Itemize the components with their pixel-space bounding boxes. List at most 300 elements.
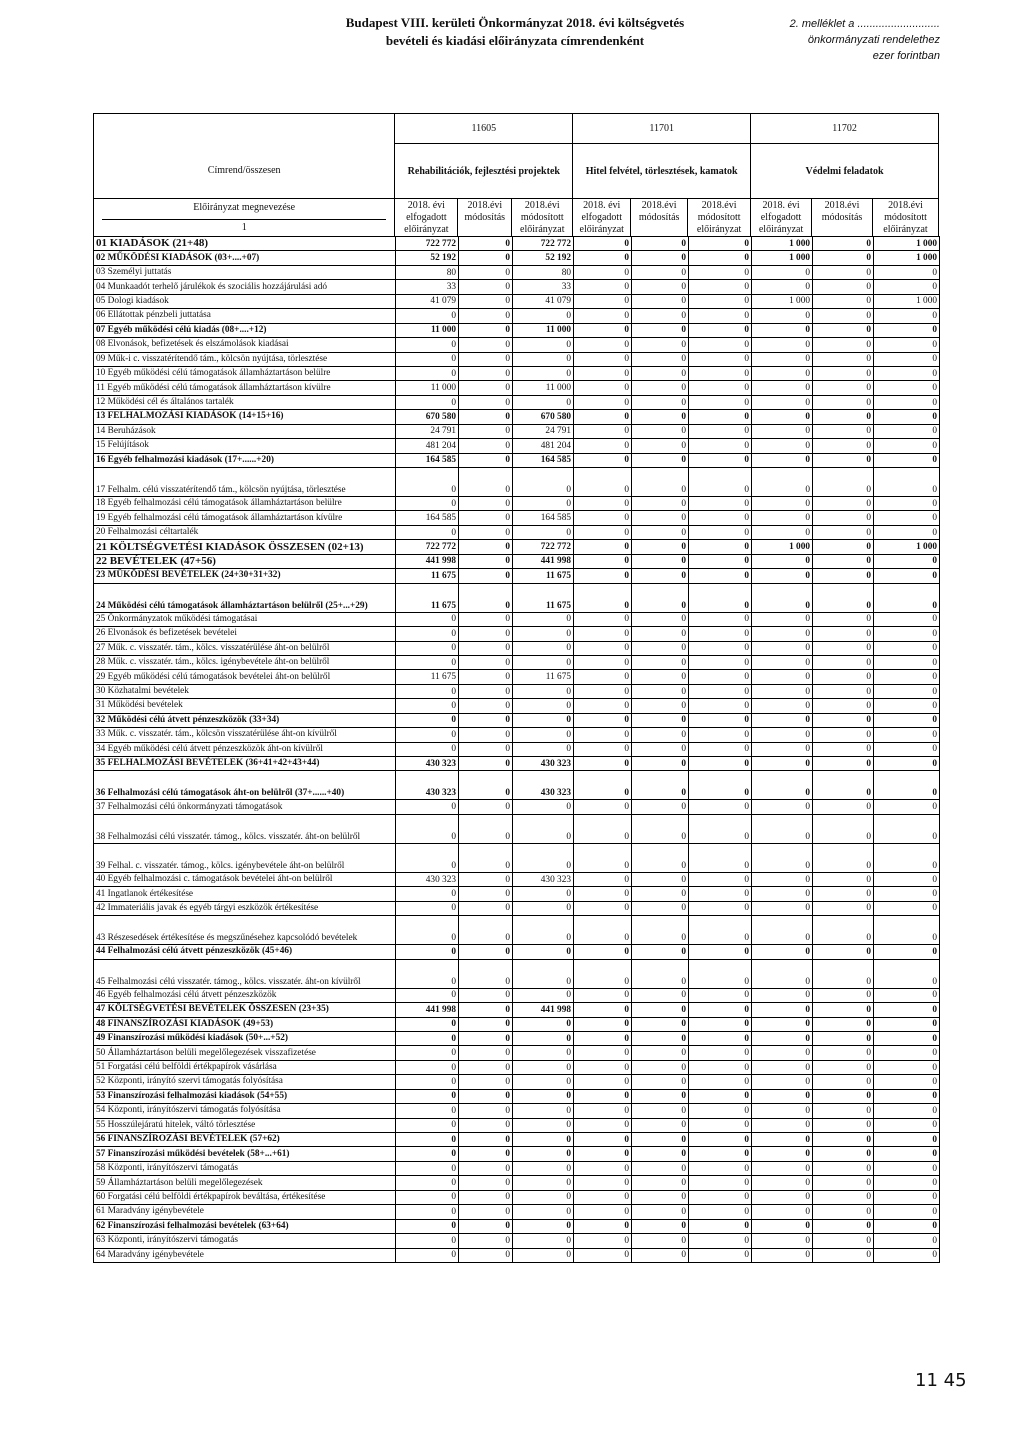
value-cell: 0 (632, 1031, 689, 1045)
value-cell: 0 (689, 294, 752, 308)
row-label: 48 FINANSZÍROZÁSI KIADÁSOK (49+53) (94, 1017, 396, 1031)
value-cell: 0 (513, 1205, 574, 1219)
value-cell: 33 (513, 280, 574, 294)
row-label: 03 Személyi juttatás (94, 265, 396, 279)
value-cell: 0 (752, 1234, 813, 1248)
value-cell: 0 (813, 1003, 874, 1017)
table-row (94, 1133, 940, 1147)
value-cell: 0 (689, 1234, 752, 1248)
value-cell: 0 (813, 352, 874, 366)
code-11605: 11605 (395, 114, 573, 144)
value-cell: 0 (813, 901, 874, 915)
value-cell: 0 (632, 1089, 689, 1103)
value-cell: 0 (459, 988, 513, 1002)
value-cell: 0 (632, 366, 689, 380)
value-cell: 0 (396, 525, 459, 539)
value-cell: 0 (396, 1248, 459, 1262)
value-cell: 0 (396, 916, 459, 945)
value-cell: 0 (689, 887, 752, 901)
row-label: 17 Felhalm. célú visszatérítendő tám., kölcsön nyújtása, törlesztése (94, 468, 396, 497)
value-cell: 0 (632, 641, 689, 655)
value-cell: 0 (752, 1031, 813, 1045)
value-cell: 0 (689, 309, 752, 323)
value-cell: 0 (574, 945, 632, 959)
value-cell: 0 (874, 352, 940, 366)
row-label: 57 Finanszírozási működési bevételek (58+...+61) (94, 1147, 396, 1161)
value-cell: 0 (689, 525, 752, 539)
value-cell: 0 (813, 294, 874, 308)
value-cell: 11 675 (396, 670, 459, 684)
value-cell: 0 (874, 814, 940, 843)
value-cell: 0 (689, 1017, 752, 1031)
value-cell: 0 (813, 1118, 874, 1132)
value-cell: 0 (574, 800, 632, 814)
value-cell: 0 (689, 1075, 752, 1089)
value-cell: 0 (632, 1147, 689, 1161)
value-cell: 0 (459, 511, 513, 525)
value-cell: 0 (513, 1248, 574, 1262)
value-cell: 0 (813, 1104, 874, 1118)
value-cell: 0 (574, 916, 632, 945)
row-label: 46 Egyéb felhalmozási célú átvett pénzeszközök (94, 988, 396, 1002)
value-cell: 0 (689, 511, 752, 525)
column-header (812, 199, 873, 237)
value-cell: 670 580 (513, 410, 574, 424)
row-label: 38 Felhalmozási célú visszatér. támog., kölcs. visszatér. áht-on belülről (94, 814, 396, 843)
value-cell: 430 323 (513, 771, 574, 800)
value-cell: 0 (752, 395, 813, 409)
table-row (94, 583, 940, 612)
value-cell: 0 (689, 237, 752, 251)
value-cell: 0 (574, 1234, 632, 1248)
value-cell: 0 (459, 497, 513, 511)
table-row (94, 366, 940, 380)
row-label: 47 KÖLTSÉGVETÉSI BEVÉTELEK ÖSSZESEN (23+35) (94, 1003, 396, 1017)
table-row (94, 655, 940, 669)
value-cell: 0 (632, 323, 689, 337)
value-cell: 0 (513, 945, 574, 959)
value-cell: 0 (574, 497, 632, 511)
row-label: 19 Egyéb felhalmozási célú támogatások államháztartáson kívülre (94, 511, 396, 525)
value-cell: 0 (459, 1075, 513, 1089)
value-cell: 0 (574, 1147, 632, 1161)
row-number-label: 1 (241, 222, 247, 233)
value-cell: 0 (632, 381, 689, 395)
value-cell: 0 (396, 338, 459, 352)
row-label: 23 MŰKÖDÉSI BEVÉTELEK (24+30+31+32) (94, 569, 396, 583)
value-cell: 11 675 (396, 569, 459, 583)
value-cell: 0 (459, 655, 513, 669)
table-row (94, 1205, 940, 1219)
value-cell: 0 (574, 265, 632, 279)
value-cell: 0 (632, 251, 689, 265)
value-cell: 0 (574, 1060, 632, 1074)
value-cell: 0 (874, 641, 940, 655)
value-cell: 0 (813, 945, 874, 959)
value-cell: 0 (874, 410, 940, 424)
handwritten-page-mark: 11 45 (915, 1370, 967, 1391)
value-cell: 0 (632, 525, 689, 539)
value-cell: 0 (689, 410, 752, 424)
value-cell: 0 (689, 1118, 752, 1132)
value-cell: 0 (513, 1133, 574, 1147)
value-cell: 0 (574, 612, 632, 626)
value-cell: 0 (574, 424, 632, 438)
value-cell: 0 (689, 901, 752, 915)
value-cell: 0 (396, 684, 459, 698)
value-cell: 0 (513, 1104, 574, 1118)
value-cell: 0 (574, 309, 632, 323)
table-row (94, 1089, 940, 1103)
row-label: 52 Központi, irányító szervi támogatás folyósítása (94, 1075, 396, 1089)
value-cell: 0 (813, 338, 874, 352)
value-cell: 0 (689, 684, 752, 698)
column-header-line: 2018. évi (407, 199, 445, 211)
value-cell: 0 (752, 872, 813, 886)
table-row (94, 1219, 940, 1233)
value-cell: 0 (632, 988, 689, 1002)
value-cell: 0 (574, 843, 632, 872)
value-cell: 0 (574, 627, 632, 641)
value-cell: 0 (752, 1075, 813, 1089)
value-cell: 0 (632, 1234, 689, 1248)
value-cell: 0 (574, 280, 632, 294)
value-cell: 0 (632, 395, 689, 409)
value-cell: 0 (396, 1176, 459, 1190)
value-cell: 0 (459, 713, 513, 727)
value-cell: 441 998 (513, 554, 574, 568)
value-cell: 0 (574, 887, 632, 901)
column-header (872, 199, 938, 237)
table-row (94, 554, 940, 568)
table-row (94, 424, 940, 438)
value-cell: 0 (632, 511, 689, 525)
value-cell: 0 (459, 728, 513, 742)
value-cell: 0 (874, 728, 940, 742)
value-cell: 0 (813, 699, 874, 713)
value-cell: 0 (813, 771, 874, 800)
group-rehabilitacio: Rehabilitációk, fejlesztési projektek (395, 144, 573, 199)
table-row (94, 1017, 940, 1031)
table-row (94, 497, 940, 511)
value-cell: 0 (874, 525, 940, 539)
value-cell: 80 (396, 265, 459, 279)
value-cell: 0 (574, 1104, 632, 1118)
value-cell: 670 580 (396, 410, 459, 424)
value-cell: 0 (689, 453, 752, 467)
value-cell: 0 (574, 540, 632, 554)
column-header-line: módosítás (464, 211, 506, 223)
value-cell: 164 585 (513, 453, 574, 467)
value-cell: 0 (874, 945, 940, 959)
table-row (94, 800, 940, 814)
value-cell: 430 323 (513, 872, 574, 886)
value-cell: 0 (689, 395, 752, 409)
value-cell: 0 (752, 309, 813, 323)
value-cell: 0 (513, 887, 574, 901)
value-cell: 0 (689, 338, 752, 352)
value-cell: 0 (752, 1176, 813, 1190)
value-cell: 0 (459, 1205, 513, 1219)
value-cell: 0 (689, 554, 752, 568)
value-cell: 0 (813, 237, 874, 251)
value-cell: 0 (396, 468, 459, 497)
value-cell: 0 (874, 684, 940, 698)
value-cell: 0 (396, 713, 459, 727)
row-label: 63 Központi, irányítószervi támogatás (94, 1234, 396, 1248)
row-label: 37 Felhalmozási célú önkormányzati támogatások (94, 800, 396, 814)
value-cell: 0 (574, 1176, 632, 1190)
row-label: 42 Immateriális javak és egyéb tárgyi eszközök értékesítése (94, 901, 396, 915)
value-cell: 0 (813, 439, 874, 453)
value-cell: 0 (459, 569, 513, 583)
value-cell: 0 (874, 1176, 940, 1190)
value-cell: 441 998 (513, 1003, 574, 1017)
table-row (94, 1046, 940, 1060)
value-cell: 0 (513, 800, 574, 814)
row-label: 62 Finanszírozási felhalmozási bevételek (63+64) (94, 1219, 396, 1233)
value-cell: 0 (689, 323, 752, 337)
row-label: 26 Elvonások és befizetések bevételei (94, 627, 396, 641)
value-cell: 0 (396, 1060, 459, 1074)
value-cell: 1 000 (874, 540, 940, 554)
value-cell: 0 (752, 684, 813, 698)
value-cell: 0 (396, 1046, 459, 1060)
table-row (94, 251, 940, 265)
value-cell: 41 079 (513, 294, 574, 308)
value-cell: 0 (813, 381, 874, 395)
value-cell: 0 (459, 1060, 513, 1074)
value-cell: 0 (459, 323, 513, 337)
value-cell: 0 (689, 800, 752, 814)
value-cell: 430 323 (396, 872, 459, 886)
value-cell: 0 (574, 323, 632, 337)
value-cell: 0 (689, 1248, 752, 1262)
value-cell: 0 (459, 1046, 513, 1060)
value-cell: 0 (574, 410, 632, 424)
value-cell: 0 (513, 366, 574, 380)
value-cell: 0 (813, 988, 874, 1002)
value-cell: 0 (459, 424, 513, 438)
row-label: 13 FELHALMOZÁSI KIADÁSOK (14+15+16) (94, 410, 396, 424)
value-cell: 0 (752, 1147, 813, 1161)
value-cell: 0 (459, 1161, 513, 1175)
value-cell: 0 (574, 251, 632, 265)
column-header-line: elfogadott (406, 211, 447, 223)
value-cell: 0 (874, 1205, 940, 1219)
value-cell: 0 (689, 655, 752, 669)
row-label: 14 Beruházások (94, 424, 396, 438)
table-row (94, 1104, 940, 1118)
value-cell: 0 (752, 713, 813, 727)
row-label: 44 Felhalmozási célú átvett pénzeszközök (45+46) (94, 945, 396, 959)
table-row (94, 627, 940, 641)
value-cell: 0 (632, 1017, 689, 1031)
value-cell: 0 (574, 1205, 632, 1219)
value-cell: 0 (752, 1017, 813, 1031)
value-cell: 430 323 (396, 757, 459, 771)
value-cell: 0 (874, 1003, 940, 1017)
table-row (94, 1060, 940, 1074)
value-cell: 0 (689, 280, 752, 294)
value-cell: 0 (813, 1017, 874, 1031)
value-cell: 430 323 (396, 771, 459, 800)
value-cell: 0 (459, 265, 513, 279)
value-cell: 0 (689, 945, 752, 959)
value-cell: 0 (632, 916, 689, 945)
value-cell: 0 (813, 265, 874, 279)
value-cell: 0 (459, 338, 513, 352)
value-cell: 0 (874, 583, 940, 612)
value-cell: 0 (813, 959, 874, 988)
column-header-line: előirányzat (696, 223, 742, 235)
value-cell: 0 (459, 771, 513, 800)
value-cell: 0 (396, 800, 459, 814)
table-row (94, 742, 940, 756)
value-cell: 0 (689, 1133, 752, 1147)
value-cell: 0 (459, 641, 513, 655)
row-label: 33 Műk. c. visszatér. tám., kölcsön visszatérülése áht-on kívülről (94, 728, 396, 742)
value-cell: 0 (396, 309, 459, 323)
row-label: 01 KIADÁSOK (21+48) (94, 237, 396, 251)
value-cell: 0 (874, 655, 940, 669)
column-header-line: 2018.évi (824, 199, 860, 211)
value-cell: 0 (513, 713, 574, 727)
table-row (94, 843, 940, 872)
row-label: 60 Forgatási célú belföldi értékpapírok beváltása, értékesítése (94, 1190, 396, 1204)
row-label: 64 Maradvány igénybevétele (94, 1248, 396, 1262)
value-cell: 0 (396, 352, 459, 366)
table-row (94, 569, 940, 583)
value-cell: 0 (874, 569, 940, 583)
value-cell: 0 (632, 670, 689, 684)
value-cell: 0 (874, 872, 940, 886)
column-header (395, 199, 458, 237)
value-cell: 0 (813, 1147, 874, 1161)
value-cell: 0 (752, 497, 813, 511)
value-cell: 0 (396, 945, 459, 959)
value-cell: 0 (513, 843, 574, 872)
value-cell: 0 (459, 410, 513, 424)
value-cell: 0 (813, 800, 874, 814)
value-cell: 0 (459, 945, 513, 959)
value-cell: 0 (752, 728, 813, 742)
value-cell: 0 (459, 916, 513, 945)
value-cell: 0 (574, 1118, 632, 1132)
value-cell: 0 (874, 670, 940, 684)
value-cell: 0 (396, 814, 459, 843)
row-label: 55 Hosszúlejáratú hitelek, váltó törlesztése (94, 1118, 396, 1132)
value-cell: 0 (632, 684, 689, 698)
value-cell: 0 (874, 901, 940, 915)
value-cell: 0 (574, 699, 632, 713)
value-cell: 0 (752, 424, 813, 438)
table-row (94, 1118, 940, 1132)
value-cell: 0 (396, 497, 459, 511)
value-cell: 0 (874, 323, 940, 337)
value-cell: 0 (874, 1017, 940, 1031)
value-cell: 0 (513, 1046, 574, 1060)
value-cell: 0 (513, 1060, 574, 1074)
row-label: 29 Egyéb működési célú támogatások bevételei áht-on belülről (94, 670, 396, 684)
value-cell: 0 (396, 1089, 459, 1103)
value-cell: 0 (752, 554, 813, 568)
table-row (94, 1031, 940, 1045)
value-cell: 0 (813, 280, 874, 294)
value-cell: 0 (813, 713, 874, 727)
cimrend-label: Címrend/összesen (94, 144, 395, 199)
value-cell: 0 (574, 1017, 632, 1031)
value-cell: 0 (813, 569, 874, 583)
value-cell: 481 204 (396, 439, 459, 453)
table-row (94, 901, 940, 915)
row-label: 61 Maradvány igénybevétele (94, 1205, 396, 1219)
table-row (94, 453, 940, 467)
value-cell: 0 (632, 569, 689, 583)
value-cell: 0 (813, 670, 874, 684)
value-cell: 0 (874, 887, 940, 901)
value-cell: 0 (813, 583, 874, 612)
value-cell: 0 (459, 381, 513, 395)
value-cell: 11 000 (396, 323, 459, 337)
value-cell: 0 (813, 1219, 874, 1233)
value-cell: 0 (689, 742, 752, 756)
table-row (94, 237, 940, 251)
value-cell: 0 (632, 627, 689, 641)
value-cell: 0 (874, 742, 940, 756)
value-cell: 0 (459, 627, 513, 641)
value-cell: 0 (632, 554, 689, 568)
value-cell: 0 (574, 381, 632, 395)
column-header-line (631, 224, 687, 236)
value-cell: 0 (752, 1161, 813, 1175)
code-11702: 11702 (751, 114, 939, 144)
value-cell: 0 (574, 294, 632, 308)
row-label: 41 Ingatlanok értékesítése (94, 887, 396, 901)
value-cell: 0 (874, 916, 940, 945)
value-cell: 0 (813, 1133, 874, 1147)
eloiranyzat-label: Előirányzat megnevezése (102, 202, 386, 220)
value-cell: 0 (874, 1190, 940, 1204)
value-cell: 0 (689, 439, 752, 453)
value-cell: 0 (752, 1046, 813, 1060)
value-cell: 0 (874, 757, 940, 771)
value-cell: 722 772 (513, 237, 574, 251)
value-cell: 0 (513, 1075, 574, 1089)
value-cell: 0 (632, 540, 689, 554)
value-cell: 0 (752, 843, 813, 872)
value-cell: 0 (632, 1133, 689, 1147)
value-cell: 0 (396, 1017, 459, 1031)
row-label: 11 Egyéb működési célú támogatások államháztartáson kívülre (94, 381, 396, 395)
column-header (458, 199, 512, 237)
value-cell: 0 (574, 583, 632, 612)
value-cell: 0 (874, 1133, 940, 1147)
eloiranyzat-header-cell (94, 199, 395, 237)
row-label: 24 Működési célú támogatások államháztartáson belülről (25+...+29) (94, 583, 396, 612)
value-cell: 0 (874, 309, 940, 323)
header-table (93, 113, 939, 237)
value-cell: 0 (459, 583, 513, 612)
value-cell: 0 (574, 525, 632, 539)
table-row (94, 771, 940, 800)
value-cell: 0 (874, 1118, 940, 1132)
column-header-line: 2018.évi (467, 199, 503, 211)
value-cell: 0 (813, 887, 874, 901)
column-header-line: elfogadott (581, 211, 622, 223)
table-row (94, 684, 940, 698)
value-cell: 0 (574, 771, 632, 800)
